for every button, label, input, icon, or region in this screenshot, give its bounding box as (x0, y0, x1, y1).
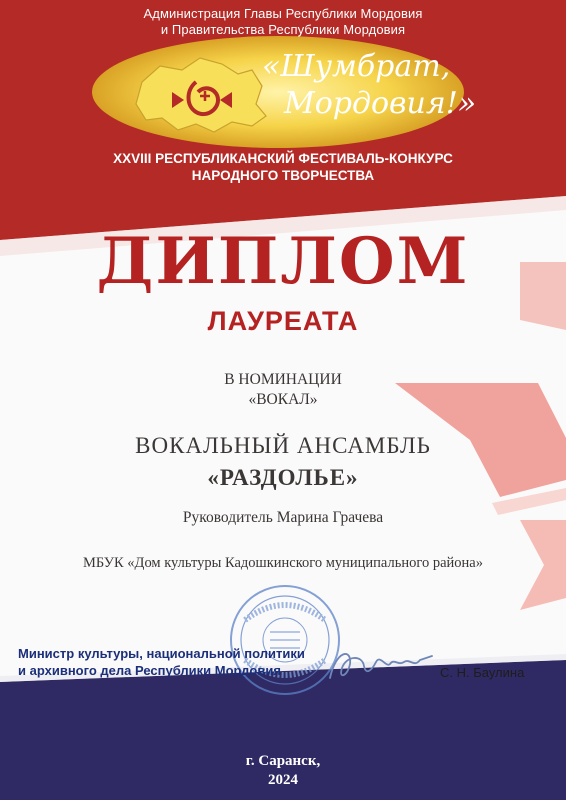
place-and-date (0, 752, 566, 790)
logo-line-2: Мордовия!» (284, 86, 477, 121)
issuer-line-1: Администрация Главы Республики Мордовия (143, 6, 423, 21)
festival-line-2: НАРОДНОГО ТВОРЧЕСТВА (191, 168, 375, 183)
ensemble-name: «РАЗДОЛЬЕ» (207, 465, 359, 490)
festival-line-1: XXVIII РЕСПУБЛИКАНСКИЙ ФЕСТИВАЛЬ-КОНКУРС (113, 151, 453, 166)
logo-line-1: «Шумбрат, (262, 49, 451, 84)
year: 2024 (268, 772, 298, 788)
minister-line-2: и архивного дела Республики Мордовия (18, 663, 281, 678)
nomination-value: «ВОКАЛ» (248, 391, 318, 408)
issuer-line-2: и Правительства Республики Мордовия (160, 22, 406, 37)
city-name: г. Саранск, (245, 753, 321, 769)
diploma-subtitle: ЛАУРЕАТА (207, 306, 359, 336)
minister-title (18, 645, 318, 679)
diploma-title: ДИПЛОМ (96, 224, 470, 299)
issuer-heading (0, 6, 566, 38)
festival-logo-text (262, 48, 492, 122)
nomination-label: В НОМИНАЦИИ (224, 371, 342, 388)
organization-name: МБУК «Дом культуры Кадошкинского муниципального района» (83, 555, 483, 571)
minister-line-1: Министр культуры, национальной политики (18, 646, 305, 661)
leader-name: Руководитель Марина Грачева (182, 509, 384, 526)
signer-name: С. Н. Баулина (440, 665, 525, 680)
ensemble-type: ВОКАЛЬНЫЙ АНСАМБЛЬ (135, 433, 431, 458)
festival-name (0, 150, 566, 184)
